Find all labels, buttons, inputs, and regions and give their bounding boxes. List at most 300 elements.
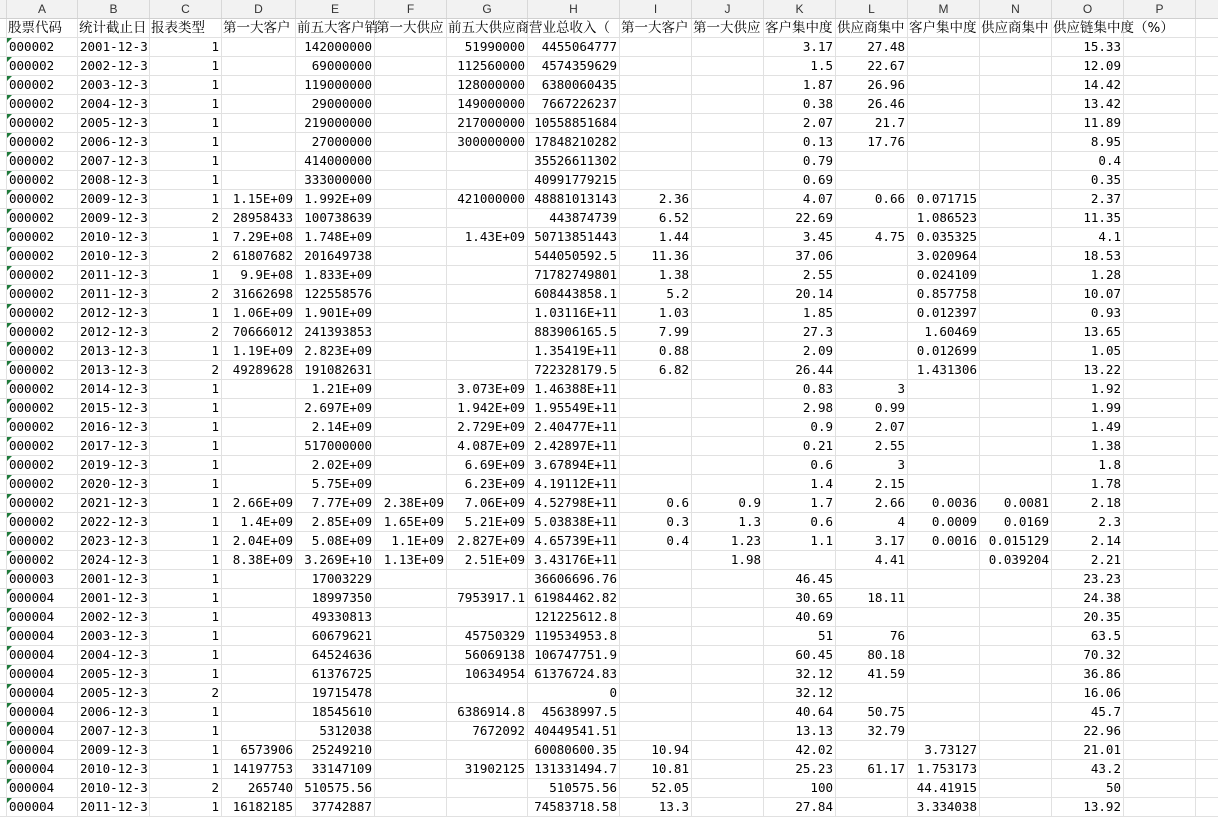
data-cell[interactable]: 10.07	[1052, 285, 1124, 303]
data-cell[interactable]: 7667226237	[528, 95, 620, 113]
data-cell[interactable]: 2	[150, 209, 222, 227]
data-cell[interactable]	[222, 171, 296, 189]
data-cell[interactable]: 2.3	[1052, 513, 1124, 531]
data-cell[interactable]: 1	[150, 608, 222, 626]
data-cell[interactable]	[1124, 627, 1196, 645]
data-cell[interactable]	[980, 133, 1052, 151]
data-cell[interactable]: 1.942E+09	[447, 399, 528, 417]
data-cell[interactable]	[1124, 76, 1196, 94]
data-cell[interactable]	[1124, 779, 1196, 797]
data-cell[interactable]: 50	[1052, 779, 1124, 797]
data-cell[interactable]: 13.42	[1052, 95, 1124, 113]
data-cell[interactable]	[980, 418, 1052, 436]
data-cell[interactable]: 1	[150, 114, 222, 132]
data-cell[interactable]: 28958433	[222, 209, 296, 227]
data-cell[interactable]	[1124, 703, 1196, 721]
data-cell[interactable]: 2001-12-3	[78, 38, 150, 56]
data-cell[interactable]	[836, 779, 908, 797]
column-letter-i[interactable]: I	[620, 0, 692, 18]
data-cell[interactable]	[1124, 532, 1196, 550]
data-cell[interactable]: 0.035325	[908, 228, 980, 246]
data-cell[interactable]	[836, 798, 908, 816]
data-cell[interactable]: 2020-12-3	[78, 475, 150, 493]
data-cell[interactable]: 23.23	[1052, 570, 1124, 588]
data-cell[interactable]	[222, 133, 296, 151]
data-cell[interactable]	[222, 475, 296, 493]
data-cell[interactable]: 1.28	[1052, 266, 1124, 284]
data-cell[interactable]: 000002	[7, 285, 78, 303]
data-cell[interactable]: 2024-12-3	[78, 551, 150, 569]
data-cell[interactable]: 0.012699	[908, 342, 980, 360]
data-cell[interactable]	[222, 665, 296, 683]
data-cell[interactable]: 510575.56	[296, 779, 375, 797]
data-cell[interactable]	[980, 323, 1052, 341]
data-cell[interactable]: 544050592.5	[528, 247, 620, 265]
data-cell[interactable]: 1.4	[764, 475, 836, 493]
data-cell[interactable]: 1	[150, 456, 222, 474]
data-cell[interactable]	[908, 475, 980, 493]
data-cell[interactable]: 14197753	[222, 760, 296, 778]
data-cell[interactable]: 1	[150, 627, 222, 645]
data-cell[interactable]	[620, 95, 692, 113]
data-cell[interactable]: 2023-12-3	[78, 532, 150, 550]
data-cell[interactable]: 219000000	[296, 114, 375, 132]
header-cell[interactable]: 第一大供应	[375, 19, 447, 37]
data-cell[interactable]: 7.99	[620, 323, 692, 341]
data-cell[interactable]: 7.29E+08	[222, 228, 296, 246]
data-cell[interactable]: 2001-12-3	[78, 589, 150, 607]
data-cell[interactable]	[836, 209, 908, 227]
data-cell[interactable]: 2007-12-3	[78, 152, 150, 170]
data-cell[interactable]: 5.75E+09	[296, 475, 375, 493]
data-cell[interactable]	[222, 114, 296, 132]
data-cell[interactable]: 000002	[7, 456, 78, 474]
data-cell[interactable]: 2002-12-3	[78, 57, 150, 75]
data-cell[interactable]	[1124, 304, 1196, 322]
data-cell[interactable]: 000002	[7, 152, 78, 170]
data-cell[interactable]	[620, 76, 692, 94]
data-cell[interactable]: 43.2	[1052, 760, 1124, 778]
data-cell[interactable]: 2014-12-3	[78, 380, 150, 398]
data-cell[interactable]: 21.01	[1052, 741, 1124, 759]
data-cell[interactable]: 30.65	[764, 589, 836, 607]
data-cell[interactable]: 0.83	[764, 380, 836, 398]
data-cell[interactable]	[375, 342, 447, 360]
data-cell[interactable]: 1	[150, 646, 222, 664]
data-cell[interactable]	[620, 152, 692, 170]
data-cell[interactable]	[375, 190, 447, 208]
data-cell[interactable]: 40449541.51	[528, 722, 620, 740]
data-cell[interactable]: 4.52798E+11	[528, 494, 620, 512]
data-cell[interactable]	[222, 570, 296, 588]
data-cell[interactable]	[980, 361, 1052, 379]
data-cell[interactable]	[1124, 684, 1196, 702]
data-cell[interactable]: 517000000	[296, 437, 375, 455]
data-cell[interactable]	[692, 114, 764, 132]
data-cell[interactable]: 1.753173	[908, 760, 980, 778]
data-cell[interactable]	[447, 798, 528, 816]
data-cell[interactable]	[1124, 152, 1196, 170]
data-cell[interactable]: 1.3	[692, 513, 764, 531]
data-cell[interactable]: 1	[150, 152, 222, 170]
data-cell[interactable]: 1.35419E+11	[528, 342, 620, 360]
data-cell[interactable]: 7.06E+09	[447, 494, 528, 512]
data-cell[interactable]: 11.36	[620, 247, 692, 265]
data-cell[interactable]: 64524636	[296, 646, 375, 664]
data-cell[interactable]	[447, 608, 528, 626]
data-cell[interactable]: 40991779215	[528, 171, 620, 189]
data-cell[interactable]	[375, 760, 447, 778]
data-cell[interactable]: 0.13	[764, 133, 836, 151]
data-cell[interactable]	[908, 399, 980, 417]
data-cell[interactable]	[908, 152, 980, 170]
data-cell[interactable]	[375, 475, 447, 493]
data-cell[interactable]	[447, 209, 528, 227]
data-cell[interactable]	[375, 285, 447, 303]
data-cell[interactable]: 2.15	[836, 475, 908, 493]
data-cell[interactable]: 119000000	[296, 76, 375, 94]
data-cell[interactable]	[908, 418, 980, 436]
data-cell[interactable]: 21.7	[836, 114, 908, 132]
data-cell[interactable]: 3.73127	[908, 741, 980, 759]
data-cell[interactable]: 000002	[7, 361, 78, 379]
data-cell[interactable]: 000002	[7, 171, 78, 189]
data-cell[interactable]	[908, 133, 980, 151]
data-cell[interactable]	[1124, 247, 1196, 265]
data-cell[interactable]	[908, 95, 980, 113]
data-cell[interactable]	[980, 304, 1052, 322]
data-cell[interactable]: 128000000	[447, 76, 528, 94]
data-cell[interactable]: 265740	[222, 779, 296, 797]
data-cell[interactable]	[1124, 228, 1196, 246]
data-cell[interactable]	[222, 646, 296, 664]
data-cell[interactable]: 29000000	[296, 95, 375, 113]
data-cell[interactable]: 2.55	[764, 266, 836, 284]
data-cell[interactable]: 3	[836, 380, 908, 398]
data-cell[interactable]	[980, 247, 1052, 265]
data-cell[interactable]: 1	[150, 95, 222, 113]
data-cell[interactable]	[980, 589, 1052, 607]
header-cell[interactable]: 前五大客户销	[297, 20, 378, 36]
data-cell[interactable]	[980, 380, 1052, 398]
data-cell[interactable]: 2011-12-3	[78, 798, 150, 816]
data-cell[interactable]: 000002	[7, 209, 78, 227]
data-cell[interactable]	[375, 133, 447, 151]
data-cell[interactable]: 60679621	[296, 627, 375, 645]
header-cell[interactable]: 供应商集中	[980, 19, 1052, 37]
data-cell[interactable]: 1.06E+09	[222, 304, 296, 322]
data-cell[interactable]	[222, 437, 296, 455]
data-cell[interactable]: 2.07	[836, 418, 908, 436]
data-cell[interactable]	[692, 437, 764, 455]
data-cell[interactable]: 1.8	[1052, 456, 1124, 474]
data-cell[interactable]	[980, 798, 1052, 816]
data-cell[interactable]: 13.92	[1052, 798, 1124, 816]
data-cell[interactable]: 6386914.8	[447, 703, 528, 721]
data-cell[interactable]: 000004	[7, 608, 78, 626]
data-cell[interactable]	[692, 722, 764, 740]
data-cell[interactable]	[836, 570, 908, 588]
data-cell[interactable]	[1124, 513, 1196, 531]
data-cell[interactable]: 000002	[7, 475, 78, 493]
data-cell[interactable]: 51990000	[447, 38, 528, 56]
data-cell[interactable]: 333000000	[296, 171, 375, 189]
data-cell[interactable]: 70666012	[222, 323, 296, 341]
data-cell[interactable]: 36.86	[1052, 665, 1124, 683]
data-cell[interactable]: 000004	[7, 684, 78, 702]
data-cell[interactable]: 5.08E+09	[296, 532, 375, 550]
data-cell[interactable]: 131331494.7	[528, 760, 620, 778]
data-cell[interactable]: 000004	[7, 646, 78, 664]
data-cell[interactable]: 6380060435	[528, 76, 620, 94]
data-cell[interactable]: 2006-12-3	[78, 703, 150, 721]
data-cell[interactable]: 3.020964	[908, 247, 980, 265]
data-cell[interactable]: 2.823E+09	[296, 342, 375, 360]
data-cell[interactable]	[1124, 475, 1196, 493]
data-cell[interactable]: 000002	[7, 304, 78, 322]
data-cell[interactable]	[980, 57, 1052, 75]
data-cell[interactable]	[908, 722, 980, 740]
data-cell[interactable]	[980, 171, 1052, 189]
data-cell[interactable]	[692, 171, 764, 189]
column-letter-l[interactable]: L	[836, 0, 908, 18]
data-cell[interactable]: 2005-12-3	[78, 665, 150, 683]
data-cell[interactable]: 000004	[7, 798, 78, 816]
data-cell[interactable]	[980, 38, 1052, 56]
data-cell[interactable]: 16.06	[1052, 684, 1124, 702]
data-cell[interactable]: 1	[150, 133, 222, 151]
data-cell[interactable]: 4.19112E+11	[528, 475, 620, 493]
data-cell[interactable]	[222, 608, 296, 626]
data-cell[interactable]	[1124, 285, 1196, 303]
data-cell[interactable]: 2022-12-3	[78, 513, 150, 531]
data-cell[interactable]	[692, 418, 764, 436]
data-cell[interactable]: 1.23	[692, 532, 764, 550]
data-cell[interactable]: 44.41915	[908, 779, 980, 797]
data-cell[interactable]: 0.9	[764, 418, 836, 436]
data-cell[interactable]: 0.0009	[908, 513, 980, 531]
data-cell[interactable]: 31902125	[447, 760, 528, 778]
data-cell[interactable]: 2012-12-3	[78, 304, 150, 322]
data-cell[interactable]: 2.04E+09	[222, 532, 296, 550]
data-cell[interactable]: 000002	[7, 133, 78, 151]
data-cell[interactable]: 2.66	[836, 494, 908, 512]
data-cell[interactable]: 000004	[7, 779, 78, 797]
header-cell[interactable]: 报表类型	[150, 19, 222, 37]
data-cell[interactable]	[1124, 760, 1196, 778]
data-cell[interactable]: 1.086523	[908, 209, 980, 227]
data-cell[interactable]	[692, 95, 764, 113]
data-cell[interactable]: 1.38	[620, 266, 692, 284]
data-cell[interactable]: 000002	[7, 76, 78, 94]
data-cell[interactable]: 2.18	[1052, 494, 1124, 512]
data-cell[interactable]	[692, 741, 764, 759]
data-cell[interactable]: 8.38E+09	[222, 551, 296, 569]
data-cell[interactable]	[692, 684, 764, 702]
data-cell[interactable]: 100738639	[296, 209, 375, 227]
data-cell[interactable]: 1	[150, 38, 222, 56]
data-cell[interactable]: 25.23	[764, 760, 836, 778]
data-cell[interactable]	[908, 456, 980, 474]
data-cell[interactable]: 61807682	[222, 247, 296, 265]
data-cell[interactable]: 2.21	[1052, 551, 1124, 569]
column-letter-o[interactable]: O	[1052, 0, 1124, 18]
data-cell[interactable]: 1.748E+09	[296, 228, 375, 246]
data-cell[interactable]: 000002	[7, 437, 78, 455]
data-cell[interactable]: 1.95549E+11	[528, 399, 620, 417]
data-cell[interactable]	[1124, 570, 1196, 588]
header-cell[interactable]: 第一大供应	[692, 19, 764, 37]
data-cell[interactable]: 2	[150, 779, 222, 797]
data-cell[interactable]	[1124, 171, 1196, 189]
data-cell[interactable]	[1124, 190, 1196, 208]
data-cell[interactable]	[980, 475, 1052, 493]
data-cell[interactable]	[908, 646, 980, 664]
data-cell[interactable]: 0.6	[620, 494, 692, 512]
data-cell[interactable]: 241393853	[296, 323, 375, 341]
data-cell[interactable]: 2010-12-3	[78, 779, 150, 797]
data-cell[interactable]: 1.85	[764, 304, 836, 322]
data-cell[interactable]	[375, 57, 447, 75]
data-cell[interactable]	[836, 684, 908, 702]
data-cell[interactable]: 60.45	[764, 646, 836, 664]
data-cell[interactable]: 2.827E+09	[447, 532, 528, 550]
data-cell[interactable]: 000002	[7, 513, 78, 531]
data-cell[interactable]: 0.0016	[908, 532, 980, 550]
data-cell[interactable]: 2010-12-3	[78, 247, 150, 265]
data-cell[interactable]: 15.33	[1052, 38, 1124, 56]
column-letter-b[interactable]: B	[78, 0, 150, 18]
data-cell[interactable]: 76	[836, 627, 908, 645]
data-cell[interactable]: 10558851684	[528, 114, 620, 132]
data-cell[interactable]	[980, 342, 1052, 360]
data-cell[interactable]	[375, 798, 447, 816]
data-cell[interactable]: 100	[764, 779, 836, 797]
data-cell[interactable]: 000003	[7, 570, 78, 588]
data-cell[interactable]	[836, 304, 908, 322]
data-cell[interactable]	[692, 646, 764, 664]
data-cell[interactable]: 2008-12-3	[78, 171, 150, 189]
data-cell[interactable]: 2.14E+09	[296, 418, 375, 436]
data-cell[interactable]	[836, 342, 908, 360]
data-cell[interactable]: 1	[150, 760, 222, 778]
data-cell[interactable]	[620, 437, 692, 455]
data-cell[interactable]	[375, 323, 447, 341]
data-cell[interactable]: 1.38	[1052, 437, 1124, 455]
data-cell[interactable]: 49330813	[296, 608, 375, 626]
data-cell[interactable]: 0.0081	[980, 494, 1052, 512]
data-cell[interactable]: 26.44	[764, 361, 836, 379]
data-cell[interactable]: 13.22	[1052, 361, 1124, 379]
column-letter-m[interactable]: M	[908, 0, 980, 18]
data-cell[interactable]	[980, 779, 1052, 797]
data-cell[interactable]	[375, 456, 447, 474]
data-cell[interactable]	[692, 38, 764, 56]
corner-cell[interactable]	[0, 0, 7, 18]
data-cell[interactable]	[980, 209, 1052, 227]
data-cell[interactable]	[980, 437, 1052, 455]
column-letter-f[interactable]: F	[375, 0, 447, 18]
data-cell[interactable]: 2017-12-3	[78, 437, 150, 455]
data-cell[interactable]	[375, 703, 447, 721]
data-cell[interactable]	[980, 228, 1052, 246]
data-cell[interactable]	[980, 190, 1052, 208]
data-cell[interactable]	[447, 779, 528, 797]
data-cell[interactable]: 443874739	[528, 209, 620, 227]
data-cell[interactable]: 2006-12-3	[78, 133, 150, 151]
data-cell[interactable]: 1	[150, 703, 222, 721]
data-cell[interactable]: 1	[150, 399, 222, 417]
data-cell[interactable]: 000002	[7, 323, 78, 341]
data-cell[interactable]: 2013-12-3	[78, 361, 150, 379]
data-cell[interactable]	[692, 304, 764, 322]
data-cell[interactable]	[908, 57, 980, 75]
data-cell[interactable]: 2.38E+09	[375, 494, 447, 512]
data-cell[interactable]	[447, 342, 528, 360]
data-cell[interactable]: 1.15E+09	[222, 190, 296, 208]
data-cell[interactable]	[908, 589, 980, 607]
data-cell[interactable]	[375, 722, 447, 740]
data-cell[interactable]: 1.992E+09	[296, 190, 375, 208]
data-cell[interactable]	[980, 703, 1052, 721]
data-cell[interactable]: 6573906	[222, 741, 296, 759]
data-cell[interactable]: 16182185	[222, 798, 296, 816]
data-cell[interactable]: 191082631	[296, 361, 375, 379]
data-cell[interactable]: 50.75	[836, 703, 908, 721]
data-cell[interactable]	[1124, 589, 1196, 607]
data-cell[interactable]: 1.4E+09	[222, 513, 296, 531]
data-cell[interactable]	[222, 38, 296, 56]
data-cell[interactable]: 37.06	[764, 247, 836, 265]
data-cell[interactable]: 1	[150, 171, 222, 189]
data-cell[interactable]: 0.88	[620, 342, 692, 360]
data-cell[interactable]: 32.12	[764, 665, 836, 683]
data-cell[interactable]: 1.87	[764, 76, 836, 94]
data-cell[interactable]	[1124, 551, 1196, 569]
data-cell[interactable]: 0.012397	[908, 304, 980, 322]
data-cell[interactable]	[222, 76, 296, 94]
data-cell[interactable]	[980, 285, 1052, 303]
data-cell[interactable]: 000002	[7, 494, 78, 512]
column-letter-c[interactable]: C	[150, 0, 222, 18]
data-cell[interactable]	[447, 570, 528, 588]
data-cell[interactable]	[222, 684, 296, 702]
data-cell[interactable]: 35526611302	[528, 152, 620, 170]
data-cell[interactable]: 0.857758	[908, 285, 980, 303]
data-cell[interactable]: 45750329	[447, 627, 528, 645]
data-cell[interactable]: 5.2	[620, 285, 692, 303]
data-cell[interactable]: 1	[150, 437, 222, 455]
data-cell[interactable]: 2.42897E+11	[528, 437, 620, 455]
data-cell[interactable]: 1	[150, 190, 222, 208]
data-cell[interactable]: 2002-12-3	[78, 608, 150, 626]
data-cell[interactable]: 2.55	[836, 437, 908, 455]
data-cell[interactable]: 201649738	[296, 247, 375, 265]
data-cell[interactable]: 142000000	[296, 38, 375, 56]
data-cell[interactable]: 0.015129	[980, 532, 1052, 550]
data-cell[interactable]: 1.43E+09	[447, 228, 528, 246]
data-cell[interactable]: 1	[150, 513, 222, 531]
data-cell[interactable]: 13.65	[1052, 323, 1124, 341]
data-cell[interactable]	[375, 741, 447, 759]
data-cell[interactable]	[692, 342, 764, 360]
data-cell[interactable]: 0.024109	[908, 266, 980, 284]
data-cell[interactable]	[375, 76, 447, 94]
data-cell[interactable]: 41.59	[836, 665, 908, 683]
data-cell[interactable]: 1	[150, 342, 222, 360]
data-cell[interactable]: 4455064777	[528, 38, 620, 56]
data-cell[interactable]: 22.96	[1052, 722, 1124, 740]
